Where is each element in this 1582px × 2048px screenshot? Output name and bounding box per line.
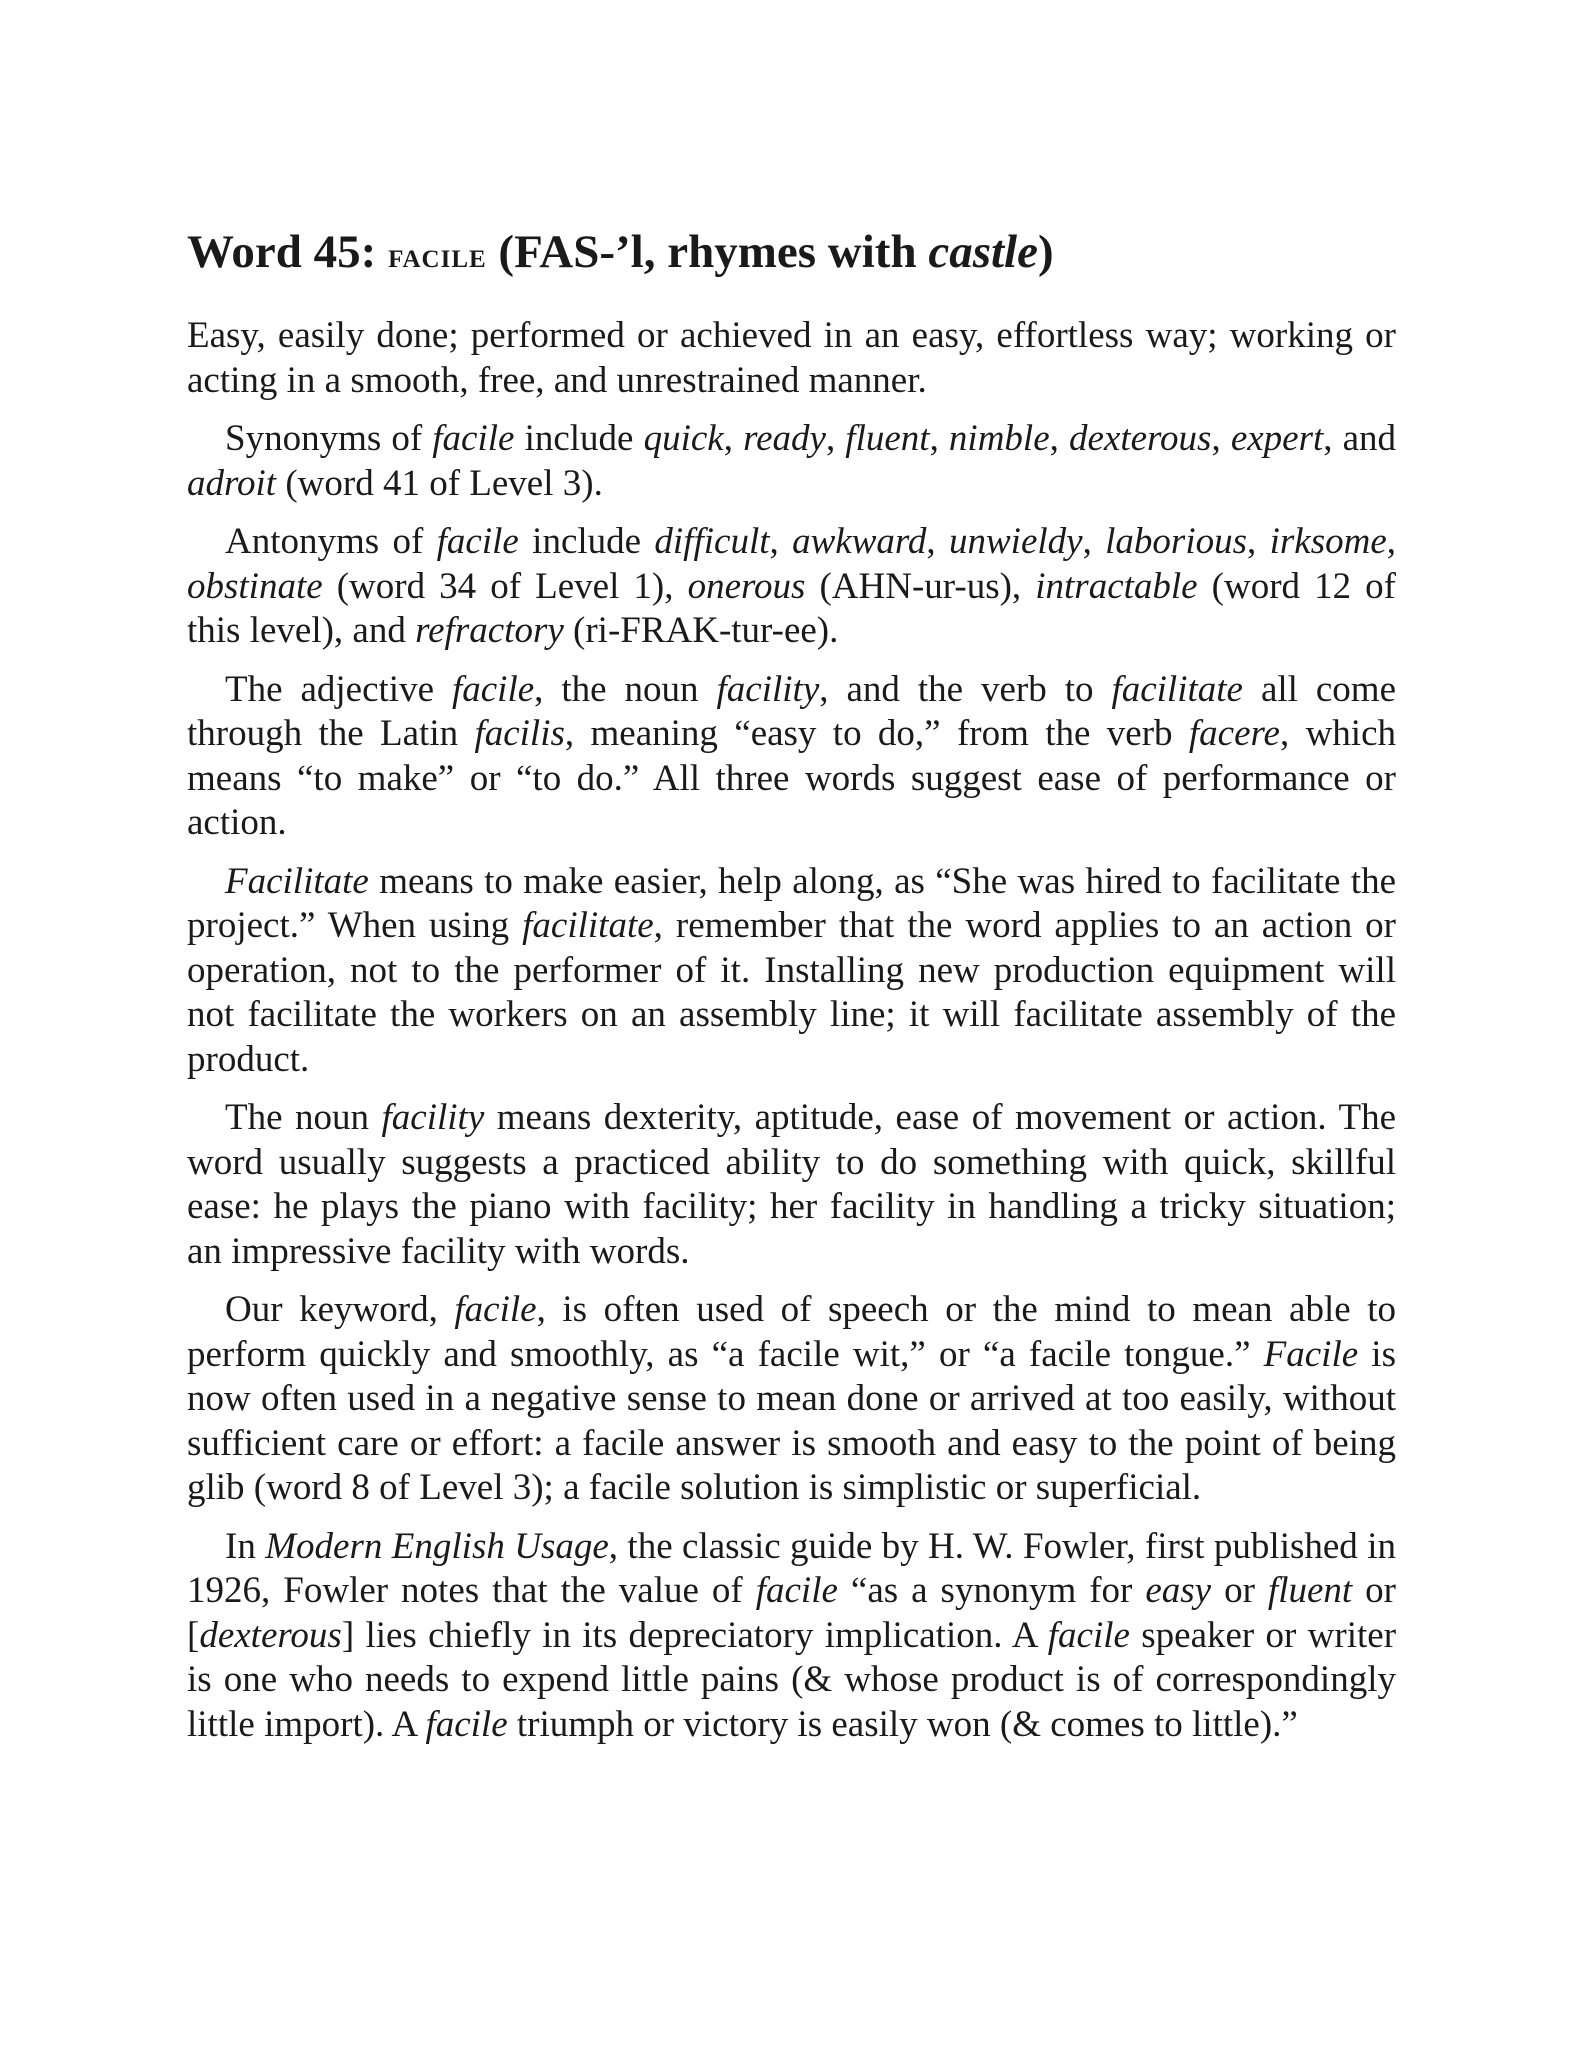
- italic-run: Modern English Usage: [265, 1525, 609, 1567]
- paragraph: [187, 1096, 1396, 1274]
- text-run: In: [225, 1525, 266, 1567]
- italic-run: facile: [755, 1570, 838, 1611]
- text-run: , the noun: [534, 668, 717, 710]
- paragraph: [187, 1288, 1396, 1511]
- text-run: ,: [929, 418, 949, 459]
- italic-run: facere: [1188, 713, 1280, 754]
- paragraph: [187, 668, 1396, 846]
- text-run: means dexterity, aptitude, ease of movement or action. The word usually suggests a practiced ability to do something with quick, skillful ease: he plays the piano with facility; her facility in handling a tricky situation; an impressive facility with words.: [187, 1097, 1397, 1272]
- paragraph: [187, 314, 1396, 403]
- italic-run: facilitate: [522, 905, 654, 946]
- text-run: ,: [1211, 418, 1231, 459]
- italic-run: expert: [1230, 418, 1324, 459]
- italic-run: facility: [381, 1097, 485, 1138]
- italic-run: facile: [1047, 1614, 1130, 1656]
- text-run: include: [518, 521, 655, 562]
- entry-heading: [187, 222, 1396, 290]
- text-run: Synonyms of: [225, 418, 433, 459]
- italic-run: nimble: [948, 418, 1050, 459]
- text-run: ,: [723, 418, 744, 459]
- italic-run: Facilitate: [225, 860, 369, 902]
- text-run: (word 12 of this level), and: [187, 565, 1396, 651]
- heading-suffix: ): [1037, 226, 1054, 278]
- text-run: The noun: [225, 1097, 382, 1138]
- text-run: , meaning “easy to do,” from the verb: [564, 713, 1189, 754]
- document-page: [187, 222, 1396, 1761]
- text-run: or [: [187, 1570, 1396, 1656]
- paragraph: [187, 417, 1396, 506]
- headword: FACILE: [388, 246, 487, 273]
- text-run: , and the verb to: [819, 668, 1112, 710]
- italic-run: dexterous: [199, 1614, 342, 1656]
- italic-run: facile: [436, 521, 519, 562]
- text-run: , remember that the word applies to an action or operation, not to the performer of it. Installing new production equipment will not facilitate the workers on an assembly line; it will facilitate assembly of the product.: [187, 905, 1396, 1080]
- italic-run: facility: [716, 668, 820, 710]
- italic-run: ready: [743, 418, 826, 459]
- text-run: , is often used of speech or the mind to mean able to perform quickly and smoothly, as “a facile wit,” or “a facile tongue.”: [187, 1289, 1396, 1375]
- text-run: ,: [825, 418, 846, 459]
- text-run: Antonyms of: [225, 521, 437, 562]
- heading-prefix: Word 45:: [187, 226, 389, 278]
- text-run: means to make easier, help along, as “She was hired to facilitate the project.” When using: [187, 860, 1396, 946]
- italic-run: facilitate: [1111, 668, 1243, 710]
- text-run: (AHN-ur-us),: [805, 565, 1036, 607]
- italic-run: facile: [432, 418, 515, 459]
- text-run: (ri-FRAK-tur-ee).: [563, 610, 839, 651]
- text-run: triumph or victory is easily won (& comes to little).”: [507, 1703, 1298, 1745]
- italic-run: dexterous: [1068, 418, 1212, 459]
- text-run: or: [1211, 1570, 1268, 1611]
- italic-run: Facile: [1263, 1333, 1359, 1375]
- text-run: Our keyword,: [225, 1289, 455, 1330]
- text-run: speaker or writer is one who needs to expend little pains (& whose product is of correspondingly little import). A: [187, 1614, 1397, 1745]
- italic-run: facile: [454, 1289, 537, 1330]
- italic-run: laborious: [1105, 521, 1248, 562]
- italic-run: facile: [425, 1703, 508, 1745]
- text-run: , which means “to make” or “to do.” All three words suggest ease of performance or action.: [187, 713, 1396, 843]
- italic-run: refractory: [415, 610, 564, 651]
- body-text: [187, 314, 1396, 1747]
- text-run: The adjective: [225, 668, 452, 710]
- italic-run: facilis: [474, 713, 565, 754]
- heading-pronunciation: (FAS-’l, rhymes with: [486, 226, 929, 278]
- italic-run: quick: [643, 418, 724, 459]
- text-run: ,: [1386, 521, 1396, 562]
- italic-run: difficult: [654, 521, 770, 562]
- italic-run: fluent: [1267, 1570, 1353, 1611]
- italic-run: obstinate: [187, 565, 323, 607]
- heading-rhyme-word: castle: [928, 226, 1038, 278]
- text-run: , the classic guide by H. W. Fowler, first published in 1926, Fowler notes that the value of: [187, 1525, 1396, 1611]
- italic-run: awkward: [792, 521, 927, 562]
- text-run: is now often used in a negative sense to mean done or arrived at too easily, without sufficient care or effort: a facile answer is smooth and easy to the point of being glib (word 8 of Level 3); a facile solution is simplistic or superficial.: [187, 1333, 1396, 1508]
- italic-run: unwieldy: [948, 521, 1083, 562]
- italic-run: irksome: [1269, 521, 1387, 562]
- paragraph: [187, 520, 1396, 654]
- italic-run: facile: [451, 668, 535, 710]
- text-run: ,: [1247, 521, 1270, 562]
- text-run: ] lies chiefly in its depreciatory implication. A: [341, 1614, 1048, 1656]
- text-run: “as a synonym for: [837, 1570, 1146, 1611]
- text-run: ,: [926, 521, 949, 562]
- text-run: Easy, easily done; performed or achieved in an easy, effortless way; working or acting in a smooth, free, and unrestrained manner.: [187, 315, 1396, 401]
- text-run: ,: [769, 521, 793, 562]
- text-run: ,: [1049, 418, 1069, 459]
- text-run: (word 34 of Level 1),: [322, 565, 688, 607]
- text-run: include: [514, 418, 644, 459]
- text-run: , and: [1323, 418, 1397, 459]
- italic-run: onerous: [687, 565, 806, 607]
- text-run: ,: [1082, 521, 1106, 562]
- italic-run: fluent: [845, 418, 930, 459]
- text-run: (word 41 of Level 3).: [276, 462, 603, 504]
- text-run: all come through the Latin: [187, 668, 1397, 754]
- italic-run: adroit: [187, 462, 277, 504]
- italic-run: easy: [1145, 1570, 1212, 1611]
- paragraph: [187, 860, 1396, 1083]
- paragraph: [187, 1525, 1396, 1748]
- italic-run: intractable: [1035, 565, 1198, 607]
